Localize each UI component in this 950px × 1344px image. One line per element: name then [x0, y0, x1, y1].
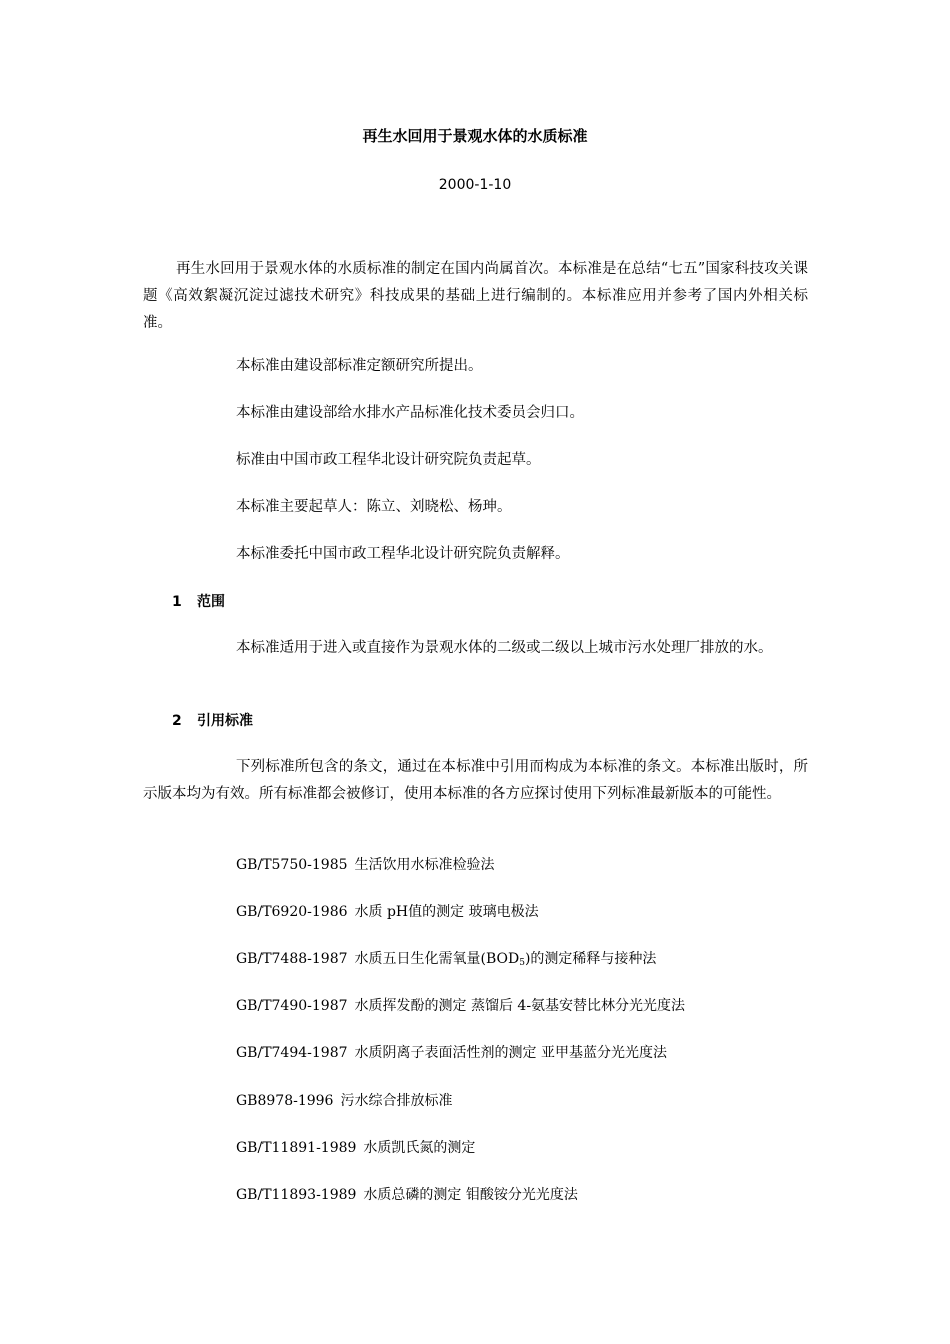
reference-code: GB/T5750-1985 [236, 857, 348, 873]
reference-code: GB8978-1996 [236, 1093, 334, 1109]
reference-name: 水质挥发酚的测定 蒸馏后 4-氨基安替比林分光光度法 [354, 998, 686, 1014]
section-number: 2 [172, 713, 182, 729]
statement-interpreter: 本标准委托中国市政工程华北设计研究院负责解释。 [236, 546, 570, 562]
reference-name-before: 水质五日生化需氧量(BOD [354, 951, 520, 967]
scope-paragraph: 本标准适用于进入或直接作为景观水体的二级或二级以上城市污水处理厂排放的水。 [236, 640, 773, 656]
reference-name: 水质 pH值的测定 玻璃电极法 [354, 904, 539, 920]
reference-code: GB/T7488-1987 [236, 951, 348, 967]
reference-code: GB/T7490-1987 [236, 998, 348, 1014]
reference-name: 污水综合排放标准 [340, 1093, 453, 1109]
section-title: 引用标准 [197, 713, 253, 729]
document-date: 2000-1-10 [438, 177, 512, 193]
section-heading-references [172, 711, 253, 731]
section-number: 1 [172, 594, 182, 610]
reference-item [236, 902, 539, 922]
statement-drafter: 标准由中国市政工程华北设计研究院负责起草。 [236, 452, 541, 468]
reference-name-after: )的测定稀释与接种法 [524, 951, 657, 967]
reference-name: 水质凯氏氮的测定 [363, 1140, 476, 1156]
reference-item [236, 949, 656, 969]
reference-item [236, 855, 495, 875]
reference-item [236, 1091, 452, 1111]
statement-authors: 本标准主要起草人：陈立、刘晓松、杨珅。 [236, 499, 512, 515]
reference-code: GB/T11893-1989 [236, 1187, 357, 1203]
intro-paragraph: 再生水回用于景观水体的水质标准的制定在国内尚属首次。本标准是在总结“七五”国家科技攻关课题《高效絮凝沉淀过滤技术研究》科技成果的基础上进行编制的。本标准应用并参考了国内外相关标准。 [143, 261, 808, 331]
section-title: 范围 [197, 594, 225, 610]
reference-item [236, 1185, 578, 1205]
reference-code: GB/T6920-1986 [236, 904, 348, 920]
statement-administrator: 本标准由建设部给水排水产品标准化技术委员会归口。 [236, 405, 584, 421]
reference-name: 生活饮用水标准检验法 [354, 857, 495, 873]
reference-name: 水质总磷的测定 钼酸铵分光光度法 [363, 1187, 578, 1203]
reference-subscript: 5 [519, 958, 525, 968]
reference-code: GB/T7494-1987 [236, 1045, 348, 1061]
document-title: 再生水回用于景观水体的水质标准 [362, 127, 588, 145]
reference-item [236, 996, 685, 1016]
reference-code: GB/T11891-1989 [236, 1140, 357, 1156]
references-paragraph: 下列标准所包含的条文，通过在本标准中引用而构成为本标准的条文。本标准出版时，所示版本均为有效。所有标准都会被修订，使用本标准的各方应探讨使用下列标准最新版本的可能性。 [143, 759, 808, 802]
reference-item [236, 1043, 667, 1063]
statement-proposer: 本标准由建设部标准定额研究所提出。 [236, 358, 483, 374]
reference-item [236, 1138, 475, 1158]
reference-name: 水质阴离子表面活性剂的测定 亚甲基蓝分光光度法 [354, 1045, 667, 1061]
section-heading-scope [172, 592, 225, 612]
